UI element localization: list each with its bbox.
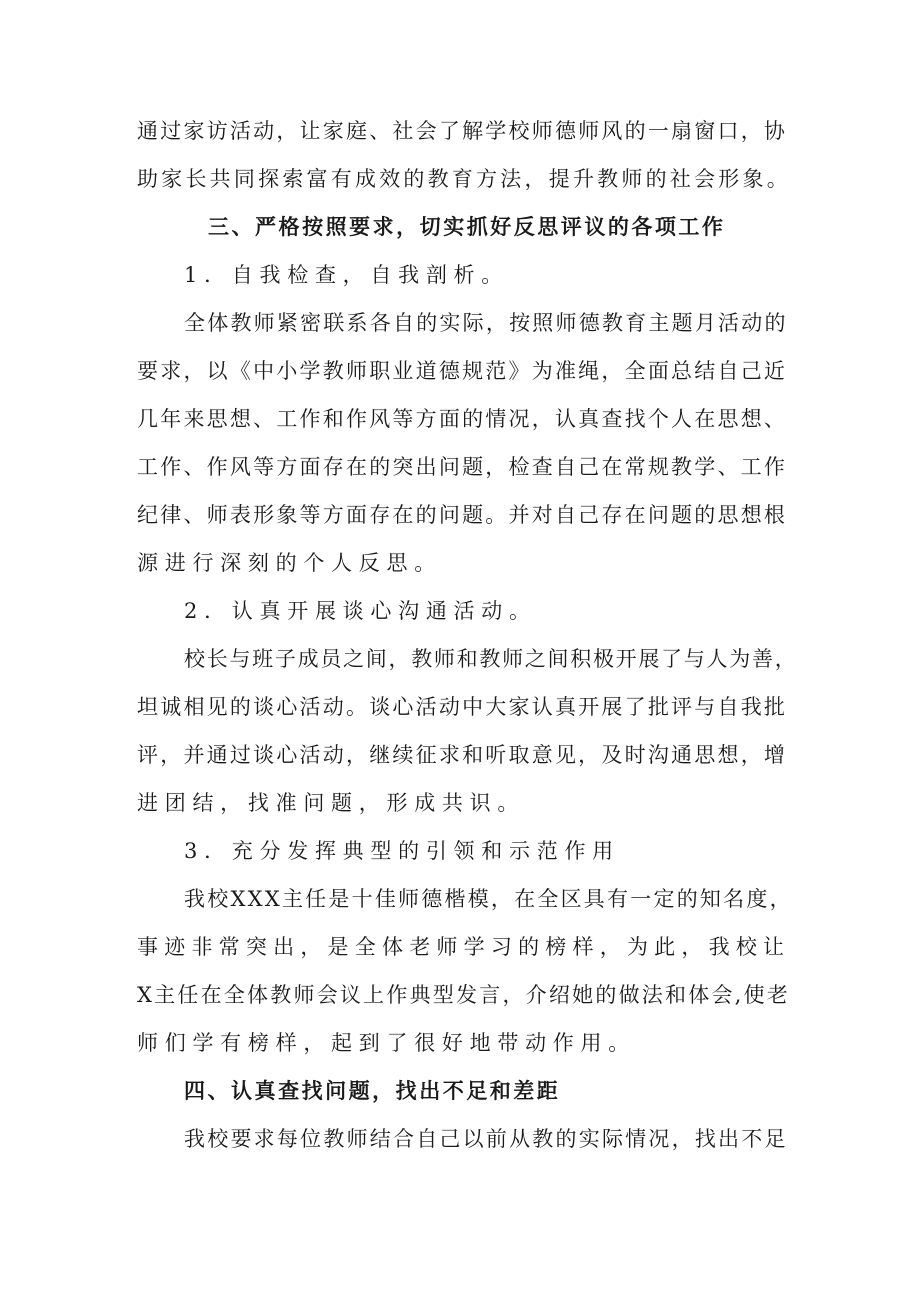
paragraph-4-line-4: 师们学有榜样，起到了很好地带动作用。 (137, 1031, 636, 1055)
paragraph-4-line-3: X主任在全体教师会议上作典型发言，介绍她的做法和体会,使老 (137, 983, 791, 1007)
paragraph-2-line-4: 工作、作风等方面存在的突出问题，检查自己在常规教学、工作 (137, 455, 788, 479)
section-heading-3: 三、严格按照要求，切实抓好反思评议的各项工作 (208, 215, 726, 239)
paragraph-1-line-1: 通过家访活动，让家庭、社会了解学校师德师风的一扇窗口，协 (137, 119, 788, 143)
paragraph-3-line-4: 进团结，找准问题，形成共识。 (137, 791, 526, 815)
paragraph-5-line-1: 我校要求每位教师结合自己以前从教的实际情况，找出不足 (184, 1127, 788, 1151)
paragraph-1-line-2: 助家长共同探索富有成效的教育方法，提升教师的社会形象。 (137, 167, 791, 191)
item-1-title: 1．自我检查，自我剖析。 (184, 263, 509, 287)
paragraph-3-line-2: 坦诚相见的谈心活动。谈心活动中大家认真开展了批评与自我批 (137, 695, 788, 719)
paragraph-4-line-1: 我校XXX主任是十佳师德楷模，在全区具有一定的知名度， (184, 887, 793, 911)
section-heading-4: 四、认真查找问题，找出不足和差距 (184, 1079, 561, 1103)
paragraph-3-line-1: 校长与班子成员之间，教师和教师之间积极开展了与人为善， (184, 647, 798, 671)
paragraph-2-line-5: 纪律、师表形象等方面存在的问题。并对自己存在问题的思想根 (137, 503, 788, 527)
paragraph-4-line-2: 事迹非常突出，是全体老师学习的榜样，为此，我校让 (137, 935, 791, 959)
paragraph-2-line-2: 要求，以《中小学教师职业道德规范》为准绳，全面总结自己近 (137, 359, 788, 383)
paragraph-2-line-1: 全体教师紧密联系各自的实际，按照师德教育主题月活动的 (184, 311, 788, 335)
item-2-title: 2．认真开展谈心沟通活动。 (184, 599, 537, 623)
paragraph-3-line-3: 评，并通过谈心活动，继续征求和听取意见，及时沟通思想，增 (137, 743, 788, 767)
paragraph-2-line-3: 几年来思想、工作和作风等方面的情况，认真查找个人在思想、 (137, 407, 788, 431)
item-3-title: 3．充分发挥典型的引领和示范作用 (184, 839, 620, 863)
paragraph-2-line-6: 源进行深刻的个人反思。 (137, 551, 442, 575)
